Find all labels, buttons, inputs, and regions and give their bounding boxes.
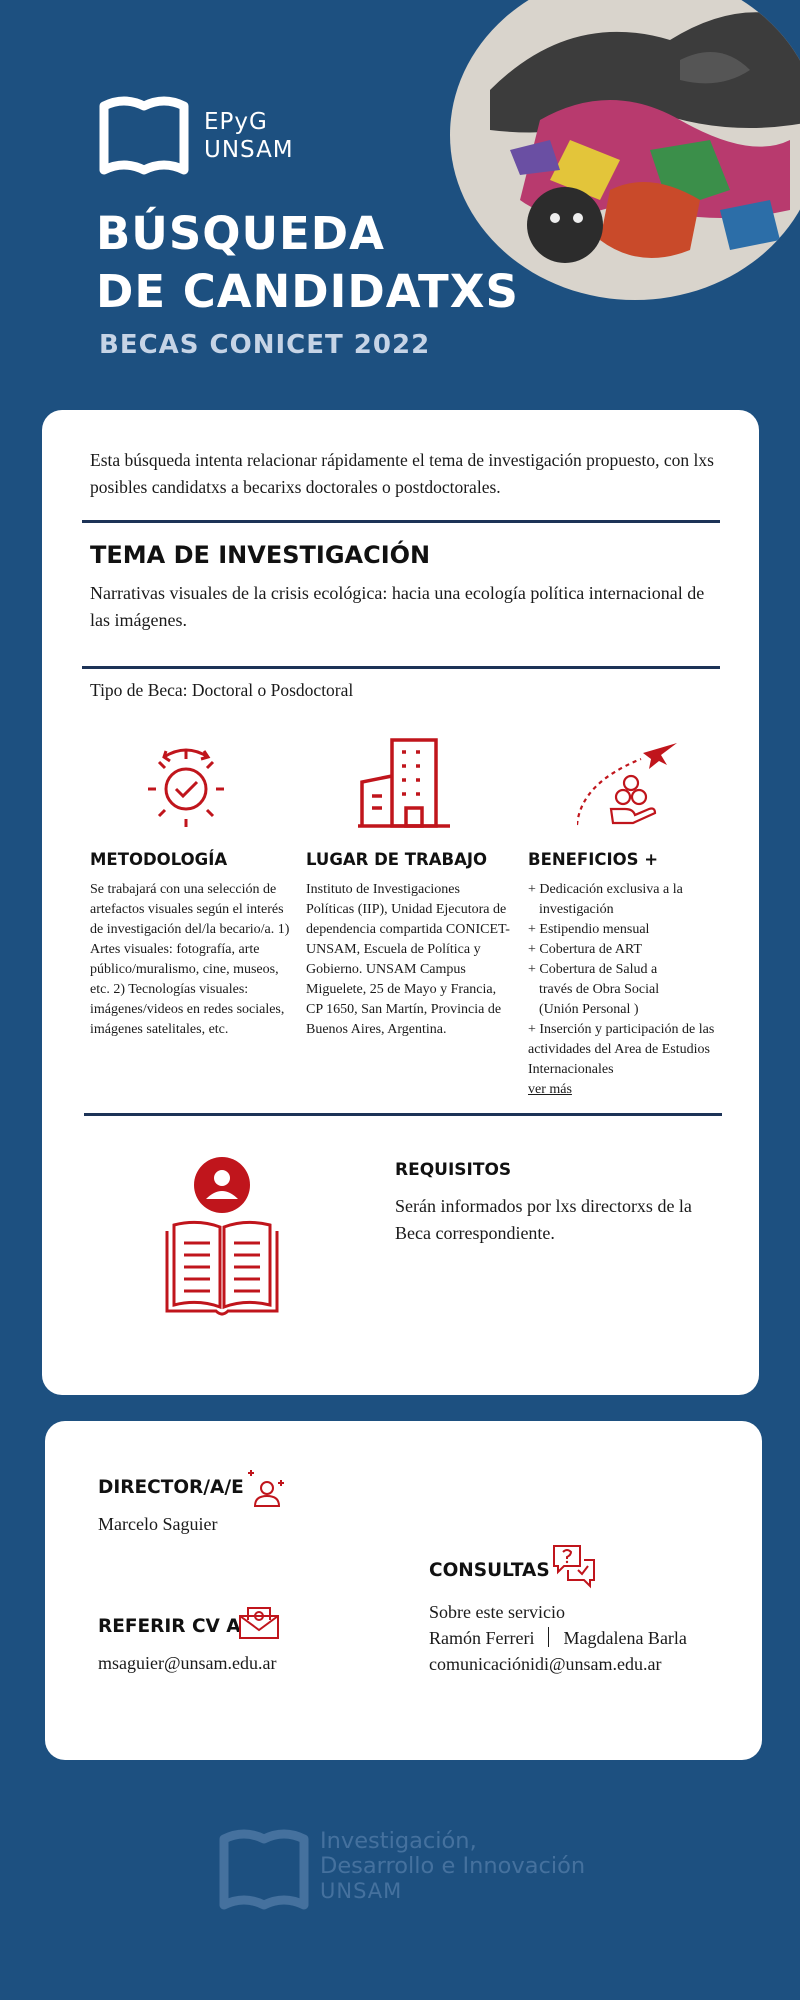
referir-title: REFERIR CV A [98,1616,241,1637]
divider [82,520,720,523]
referir-email[interactable]: msaguier@unsam.edu.ar [98,1653,277,1673]
consultas-names [429,1625,687,1651]
name-separator [548,1627,549,1647]
book-logo-icon [98,96,190,176]
director-title: DIRECTOR/A/E [98,1477,244,1498]
page-title [96,205,519,321]
logo-text [204,108,294,164]
beneficios-list [528,880,733,1100]
consultas-name1: Ramón Ferreri [429,1628,535,1648]
footer-line2: Desarrollo e Innovación [320,1853,586,1879]
page-subtitle: BECAS CONICET 2022 [99,330,431,360]
lugar-text: Instituto de Investigaciones Políticas (IIP), Unidad Ejecutora de dependencia compartida CONICET-UNSAM, Escuela de Política y Gobierno. UNSAM Campus Miguelete, 25 de Mayo y Francia, CP 1650, San Martín, Provincia de Buenos Aires, Argentina. [306,882,510,1037]
footer-line3: UNSAM [320,1879,403,1903]
divider [82,666,720,669]
beneficio-item: + Dedicación exclusiva a la [528,882,683,897]
person-book-icon [164,1157,280,1317]
beneficio-item: investigación [539,902,614,917]
footer-line1: Investigación, [320,1828,477,1854]
person-sparkle-icon [247,1466,287,1508]
lugar-title: LUGAR DE TRABAJO [306,850,488,869]
tema-text: Narrativas visuales de la crisis ecológica: hacia una ecología política internacional de las imágenes. [90,583,705,630]
epyg-logo [98,96,294,176]
tipo-beca: Tipo de Beca: Doctoral o Posdoctoral [90,680,354,700]
title-line1: BÚSQUEDA [96,207,385,260]
beneficio-item: (Unión Personal ) [539,1002,639,1017]
title-line2: DE CANDIDATXS [96,265,519,318]
chat-question-icon [552,1544,596,1590]
director-name: Marcelo Saguier [98,1514,218,1534]
consultas-email[interactable]: comunicaciónidi@unsam.edu.ar [429,1654,662,1674]
divider [84,1113,722,1116]
footer-text [320,1829,585,1904]
requisitos-title: REQUISITOS [395,1160,512,1180]
metodologia-text: Se trabajará con una selección de artefactos visuales según el interés de investigación del/la becario/a. 1) Artes visuales: fotografía, arte público/muralismo, cine, museos, etc. 2) Tecnologías visuales: imágenes/videos en redes sociales, imágenes satelitales, etc. [90,882,290,1037]
consultas-name2: Magdalena Barla [563,1628,687,1648]
requisitos-text: Serán informados por lxs directorxs de la Beca correspondiente. [395,1196,692,1243]
beneficio-item: través de Obra Social [539,982,660,997]
metodologia-title: METODOLOGÍA [90,850,228,869]
footer-logo [218,1829,585,1911]
gear-check-icon [146,743,226,829]
beneficio-item: + Cobertura de Salud a [528,962,658,977]
hand-money-plane-icon [577,743,677,827]
building-icon [358,736,450,830]
beneficios-title: BENEFICIOS + [528,850,659,869]
consultas-title: CONSULTAS [429,1560,550,1581]
ver-mas-link[interactable]: ver más [528,1082,572,1097]
book-logo-icon [218,1829,310,1911]
beneficio-item: + Inserción y participación de las actividades del Area de Estudios Internacionales [528,1022,715,1077]
envelope-icon [238,1604,280,1640]
consultas-line1: Sobre este servicio [429,1602,565,1622]
main-card [42,410,759,1395]
intro-text: Esta búsqueda intenta relacionar rápidamente el tema de investigación propuesto, con lxs posibles candidatxs a becarixs doctorales o postdoctorales. [90,450,714,497]
beneficio-item: + Cobertura de ART [528,942,642,957]
logo-line1: EPyG [204,109,268,135]
contact-card [45,1421,762,1760]
beneficio-item: + Estipendio mensual [528,922,650,937]
tema-title: TEMA DE INVESTIGACIÓN [90,541,431,569]
logo-line2: UNSAM [204,137,294,163]
